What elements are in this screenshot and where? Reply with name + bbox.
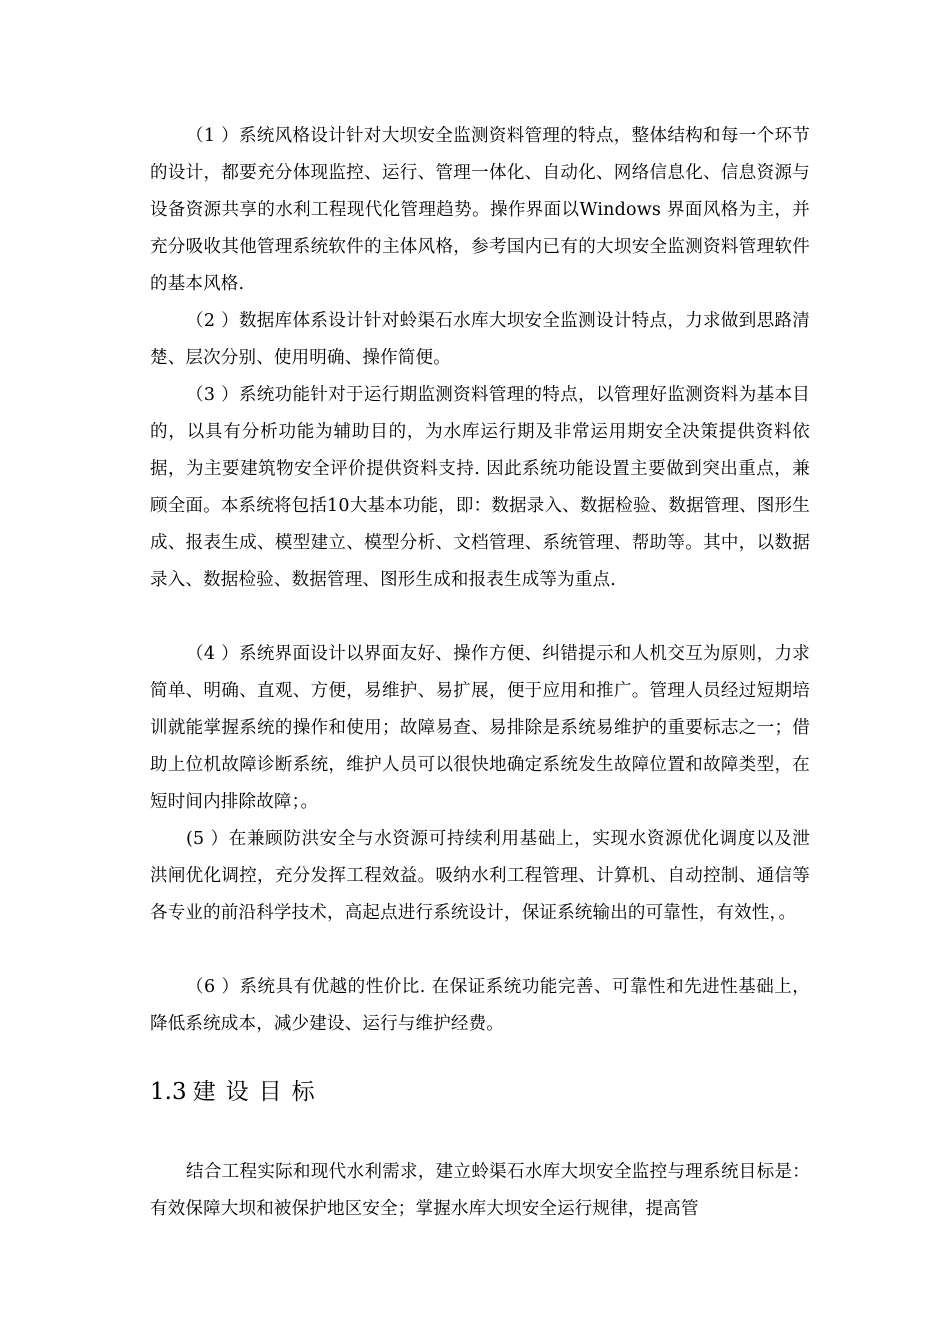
paragraph-6: （6 ）系统具有优越的性价比. 在保证系统功能完善、可靠性和先进性基础上，降低系统成本，减少建设、运行与维护经费。: [150, 977, 810, 1034]
section-number: 1.3: [150, 1079, 187, 1105]
section-title: 建设目标: [192, 1079, 325, 1105]
paragraph-3: （3 ）系统功能针对于运行期监测资料管理的特点，以管理好监测资料为基本目的，以具有分析功能为辅助目的，为水库运行期及非常运用期安全决策提供资料依据，为主要建筑物安全评价提供资料支持. 因此系统功能设置主要做到突出重点，兼顾全面。本系统将包括10大基本功能，即：数据录入、数据检验、数据管理、图形生成、报表生成、模型建立、模型分析、文档管理、系统管理、帮助等。其中，以数据录入、数据检验、数据管理、图形生成和报表生成等为重点.: [150, 385, 810, 590]
paragraph-2: （2 ）数据库体系设计针对蛉渠石水库大坝安全监测设计特点，力求做到思路清楚、层次分别、使用明确、操作简便。: [150, 311, 810, 368]
closing-paragraph: 结合工程实际和现代水利需求，建立蛉渠石水库大坝安全监控与理系统目标是：有效保障大坝和被保护地区安全；掌握水库大坝安全运行规律，提高管: [150, 1162, 810, 1219]
paragraph-5: (5 ）在兼顾防洪安全与水资源可持续利用基础上，实现水资源优化调度以及泄洪闸优化调控，充分发挥工程效益。吸纳水利工程管理、计算机、自动控制、通信等各专业的前沿科学技术，高起点进行系统设计，保证系统输出的可靠性，有效性，。: [150, 829, 810, 923]
section-heading: [150, 1075, 325, 1109]
paragraph-4: （4 ）系统界面设计以界面友好、操作方便、纠错提示和人机交互为原则，力求简单、明确、直观、方便，易维护、易扩展，便于应用和推广。管理人员经过短期培训就能掌握系统的操作和使用；故障易查、易排除是系统易维护的重要标志之一；借助上位机故障诊断系统，维护人员可以很快地确定系统发生故障位置和故障类型，在短时间内排除故障；。: [150, 644, 810, 812]
paragraph-1: （1 ）系统风格设计针对大坝安全监测资料管理的特点，整体结构和每一个环节的设计，都要充分体现监控、运行、管理一体化、自动化、网络信息化、信息资源与设备资源共享的水利工程现代化管理趋势。操作界面以Windows 界面风格为主，并充分吸收其他管理系统软件的主体风格，参考国内已有的大坝安全监测资料管理软件的基本风格.: [150, 126, 810, 294]
